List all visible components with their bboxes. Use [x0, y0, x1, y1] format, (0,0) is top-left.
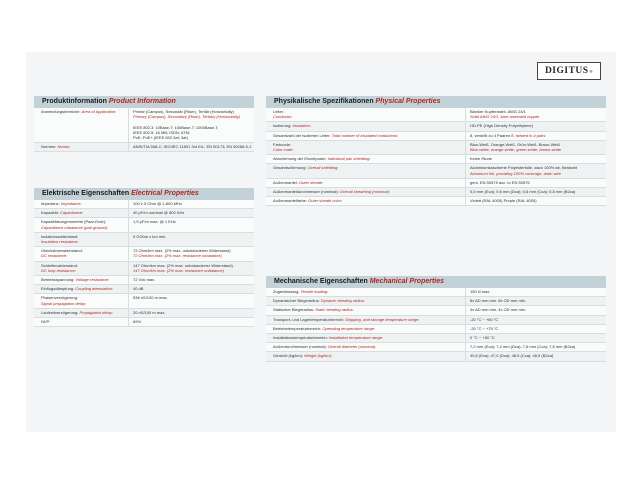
spec-value-line — [133, 295, 251, 300]
spec-value-line — [470, 307, 603, 312]
spec-value — [129, 233, 254, 246]
spec-label — [34, 309, 129, 317]
spec-label-en: Outer sheath: — [299, 179, 324, 185]
spec-label-en: Signal propagation delay: — [41, 300, 87, 306]
spec-value-text: gem. EN 50575 acc. to EN 50575 — [470, 179, 530, 185]
spec-row — [34, 233, 254, 247]
spec-label — [266, 188, 466, 196]
spec-label — [34, 108, 129, 142]
spec-value — [129, 318, 254, 326]
spec-label — [266, 343, 466, 351]
spec-row — [34, 285, 254, 294]
spec-label — [34, 233, 129, 246]
spec-value-line — [133, 144, 251, 149]
spec-value-text: 150 N max. — [470, 289, 491, 294]
spec-label-de: Außenmantelfarbe: — [273, 198, 308, 204]
spec-label — [266, 352, 466, 360]
spec-value-line — [133, 114, 251, 119]
spec-value — [466, 108, 606, 121]
spec-value-text: PoE; PoE+ (IEEE 802.3af; 3at) — [133, 135, 188, 141]
spec-value-line — [470, 156, 603, 161]
spec-value-text: 20 nS/100 m max. — [133, 309, 166, 315]
spec-row — [34, 262, 254, 276]
spec-value-text: 100 ± 5 Ohm @ 1-600 MHz — [133, 201, 182, 206]
spec-label-en: DC resistance: — [41, 253, 68, 259]
spec-value-line — [470, 335, 603, 340]
spec-value — [466, 188, 606, 196]
spec-value — [466, 179, 606, 187]
spec-value — [129, 309, 254, 317]
spec-value-line — [133, 210, 251, 215]
spec-row — [266, 325, 606, 334]
spec-value-text: Blue-white, orange-white, green-white, brown-white — [470, 146, 561, 152]
spec-label-de: Impedanz: — [41, 201, 60, 206]
spec-value-line — [470, 298, 603, 303]
spec-label-en: Total number of insulated conductors: — [331, 132, 399, 138]
spec-value-text: IEEE 802.5: 16 MB; ISDN; ATM; — [133, 129, 191, 135]
spec-value-line — [470, 123, 603, 128]
spec-label-de: Anwendungsbereiche: — [41, 109, 81, 114]
spec-label-de: Isolierung: — [273, 123, 292, 129]
electrical-properties-header: Elektrische Eigenschaften Electrical Properties — [34, 188, 254, 200]
spec-value-text: IEEE 802.3: 10Base-T; 100Base-T; 1000Base-T; — [133, 124, 219, 130]
spec-row — [34, 209, 254, 218]
spec-value-text: 7,2 mm (Eca); 7,2 mm (Dca); 7,6 mm (Cca); 7,6 mm (B2ca) — [470, 344, 576, 350]
spec-label-de: Außendurchmesser (nominal): — [273, 344, 327, 350]
spec-value — [129, 294, 254, 307]
spec-value-line — [133, 319, 251, 324]
spec-value — [466, 325, 606, 333]
spec-label-de: Phasenverzögerung: — [41, 295, 78, 301]
spec-row — [266, 334, 606, 343]
spec-value-line — [133, 219, 251, 224]
spec-value — [466, 132, 606, 140]
spec-label-de: Normen: — [41, 144, 57, 150]
spec-label-en: Color code: — [273, 146, 294, 152]
spec-value — [466, 164, 606, 177]
spec-value-line — [133, 201, 251, 206]
spec-label-en: DC loop resistance: — [41, 267, 76, 273]
spec-label-de: Schleifenwiderstand: — [41, 262, 78, 268]
spec-row — [266, 188, 606, 197]
spec-value-text: 40,6 (Eca); 47,0 (Dca); 48,5 (Cca); 48,5 (B2ca) — [470, 353, 554, 359]
spec-row — [266, 197, 606, 206]
spec-row — [266, 179, 606, 188]
spec-row — [34, 143, 254, 152]
spec-value — [466, 122, 606, 130]
spec-row — [266, 155, 606, 164]
spec-value-line — [133, 277, 251, 282]
spec-label — [266, 164, 466, 177]
spec-label-de: Betriebsspannung: — [41, 276, 75, 282]
spec-value — [129, 200, 254, 208]
spec-label-de: Außenmantel: — [273, 179, 298, 185]
spec-value — [466, 141, 606, 154]
spec-label — [34, 218, 129, 231]
spec-label — [266, 325, 466, 333]
spec-row — [34, 218, 254, 232]
spec-value-text: 72 Ohm/km max. (2% max. unbalancierter Widerstand) — [133, 248, 231, 254]
spec-value — [466, 306, 606, 314]
spec-value-text: Blanker Kupferdraht, AWG 24/1 — [470, 109, 526, 114]
spec-value-text: 0,5 mm (Eca); 0,6 mm (Dca); 0,8 mm (Cca); 0,8 mm (B2ca) — [470, 188, 576, 194]
spec-value-text: 147 Ohm/km max. (2% max. resistance unbalance) — [133, 267, 224, 273]
spec-label-de: Zugentlastung: — [273, 289, 300, 294]
digitus-logo: DIGITUS ® — [537, 62, 601, 80]
spec-value-text: Violett (RAL 4005) Purple (RAL 4005) — [470, 198, 537, 204]
spec-row — [266, 288, 606, 297]
spec-row — [266, 316, 606, 325]
spec-label-de: Gesamtzahl der isolierten Leiter: — [273, 132, 331, 138]
spec-value — [129, 262, 254, 275]
spec-row — [266, 306, 606, 315]
spec-label-de: Gesamtschirmung: — [273, 165, 307, 171]
spec-label-en: Propagation delay: — [79, 309, 113, 315]
spec-value-text: 72 Vdc max. — [133, 276, 156, 282]
spec-value — [466, 343, 606, 351]
spec-value-line — [470, 317, 603, 322]
spec-row — [266, 164, 606, 178]
spec-label-de: Transport- und Lagertemperaturbereich: — [273, 316, 344, 322]
spec-value — [466, 288, 606, 296]
spec-row — [34, 247, 254, 261]
spec-value-text: 536 nS/100 m max. — [133, 295, 168, 301]
physical-properties-header: Physikalische Spezifikationen Physical Properties — [266, 96, 606, 108]
spec-label-de: Betriebstemperaturbereich: — [273, 325, 322, 331]
spec-value-line — [470, 171, 603, 176]
spec-label-en: Weight (kg/km): — [304, 353, 333, 359]
spec-value-text: -20 °C ~ +75 °C — [470, 325, 499, 331]
spec-label — [266, 108, 466, 121]
spec-value-line — [133, 286, 251, 291]
spec-value-line — [470, 114, 603, 119]
spec-row — [34, 309, 254, 318]
spec-label-en: Individual pair shielding: — [327, 156, 371, 162]
spec-value-text: ANSI/TIA 568-C; ISO/IEC 11801 3rd Ed.; EN 50173; EN 50288-5-1 — [133, 144, 252, 150]
spec-value-line — [470, 289, 603, 294]
spec-label — [34, 143, 129, 151]
spec-value — [129, 285, 254, 293]
spec-value-text: Aluminum foil, providing 100% coverage, drain wire — [470, 170, 561, 176]
spec-label-en: Tensile loading: — [300, 289, 329, 294]
spec-value-text: Blau-Weiß, Orange-Weiß, Grün-Weiß, Braun-Weiß — [470, 141, 560, 147]
spec-label — [34, 318, 129, 326]
spec-value-text: Primary (Campus), Secondary (Riser), Tertiary (Horizontally) — [133, 114, 240, 120]
spec-value — [129, 247, 254, 260]
spec-label-de: Gleichstromwiderstand: — [41, 248, 83, 254]
spec-value-text: 4x AD mm min. 4x OD mm min. — [470, 307, 527, 313]
spec-value-text: HD-PE (High Density Polyethylene) — [470, 123, 533, 129]
spec-value — [129, 218, 254, 231]
spec-label — [34, 200, 129, 208]
spec-row — [266, 352, 606, 361]
spec-row — [266, 132, 606, 141]
spec-label-en: Overall diameter (nominal): — [327, 344, 377, 350]
product-information-header: Produktinformation Product Information — [34, 96, 254, 108]
spec-label-de: Kapazitätsungemmetrie (Paar-Erde): — [41, 219, 107, 225]
electrical-properties-panel — [34, 188, 254, 327]
spec-label — [34, 262, 129, 275]
spec-label — [266, 179, 466, 187]
spec-row — [34, 294, 254, 308]
physical-properties-panel — [266, 96, 606, 206]
spec-row — [34, 108, 254, 143]
spec-label-en: Outer sheath color: — [308, 198, 343, 204]
spec-label — [34, 276, 129, 284]
spec-value-line — [133, 268, 251, 273]
spec-value — [129, 209, 254, 217]
spec-value-line — [133, 234, 251, 239]
spec-value-suffix: 8, twisted in 4 pairs — [511, 132, 546, 138]
mechanical-properties-rows — [266, 288, 606, 362]
spec-label-de: Einflugsdämpfung: — [41, 286, 75, 292]
spec-label-en: Overall sheathing (nominal): — [339, 188, 390, 194]
spec-row — [34, 200, 254, 209]
spec-value — [129, 143, 254, 151]
spec-value-line — [470, 353, 603, 358]
spec-label-de: Gewicht (kg/km): — [273, 353, 304, 359]
spec-row — [266, 141, 606, 155]
spec-value-text: Solid AWG 24/1, bare annealed copper — [470, 114, 540, 120]
spec-label-en: Operating temperature range: — [322, 325, 376, 331]
spec-value-text: Primär (Campus), Sekundär (Riser), Tertiär (Horizontally) — [133, 109, 234, 114]
spec-value — [129, 108, 254, 142]
spec-value-line — [133, 310, 251, 315]
spec-label — [266, 122, 466, 130]
spec-value-text: 147 Ohm/km max. (2% max. unbalancierter Widerstand) — [133, 262, 233, 268]
spec-label-de: Dynamischer Biegeradius: — [273, 298, 320, 304]
spec-label — [266, 288, 466, 296]
spec-label-en: Conductor: — [273, 114, 293, 120]
spec-label-de: Installationstemperaturbereich: — [273, 334, 328, 340]
spec-label-en: Overall shielding: — [307, 165, 339, 171]
spec-label — [266, 141, 466, 154]
mechanical-properties-panel — [266, 276, 606, 362]
spec-label — [266, 306, 466, 314]
spec-label-de: Statischer Biegeradius: — [273, 307, 315, 313]
spec-value — [466, 334, 606, 342]
spec-label-en: Insulation: — [292, 123, 311, 129]
spec-label — [34, 209, 129, 217]
spec-label-en: Dynamic bending radius: — [320, 298, 365, 304]
spec-row — [266, 343, 606, 352]
physical-properties-rows — [266, 108, 606, 206]
spec-label — [266, 316, 466, 324]
spec-value-text: 69% — [133, 318, 142, 324]
spec-label — [266, 297, 466, 305]
spec-value-line — [470, 133, 603, 138]
product-information-rows — [34, 108, 254, 152]
spec-label-en: Area of Application: — [81, 109, 117, 114]
spec-value — [466, 155, 606, 163]
product-information-panel — [34, 96, 254, 152]
spec-label — [34, 294, 129, 307]
spec-label-de: Kapazität: — [41, 210, 59, 216]
spec-row — [34, 318, 254, 327]
spec-value-text: 8, verdrillt zu 4 Paaren — [470, 132, 511, 138]
spec-value-text: 40 dB — [133, 286, 144, 292]
spec-value-line — [133, 253, 251, 258]
spec-label-de: NVP: — [41, 318, 51, 324]
spec-value-line — [470, 326, 603, 331]
spec-value-text: 0 °C ~ +50 °C — [470, 334, 495, 340]
spec-value-text: 5 GOhm x km min. — [133, 233, 167, 239]
spec-label-de: Leiter: — [273, 109, 285, 114]
spec-value — [466, 316, 606, 324]
spec-label-en: Capacitance unbalance (pair-ground): — [41, 224, 109, 230]
spec-label — [266, 197, 466, 205]
spec-value-text: Aluminiumkaschierte Polyesterfolie, dazu 100% ab, Beidraht — [470, 165, 577, 171]
spec-value-line — [133, 135, 251, 140]
spec-value — [466, 297, 606, 305]
spec-value — [466, 352, 606, 360]
spec-label-en: Voltage resistance: — [75, 276, 110, 282]
spec-label-en: Capacitance: — [59, 210, 84, 216]
spec-value-text: Keine /None — [470, 156, 493, 162]
spec-value-line — [470, 180, 603, 185]
spec-row — [266, 122, 606, 131]
spec-value-line — [470, 344, 603, 349]
spec-value-text: 72 Ohm/km max. (2% max. resistance unbalance) — [133, 253, 222, 259]
spec-label-en: Norms: — [57, 144, 71, 150]
spec-label-en: Static bending radius: — [315, 307, 354, 313]
electrical-properties-rows — [34, 200, 254, 327]
spec-row — [266, 108, 606, 122]
spec-label-de: Laufzeitverzögerung: — [41, 309, 79, 315]
spec-label — [266, 132, 466, 140]
spec-value-text: 1,5 pF/m max. @ 1 KHz — [133, 219, 176, 225]
spec-label-de: Außenmanteldurchmesser (nominal): — [273, 188, 339, 194]
spec-row — [34, 276, 254, 285]
spec-label-en: Shipping- and storage temperature range: — [345, 316, 420, 322]
spec-label-en: Installation temperature range: — [328, 334, 384, 340]
spec-value — [466, 197, 606, 205]
spec-value — [129, 276, 254, 284]
spec-label — [266, 155, 466, 163]
spec-row — [266, 297, 606, 306]
spec-value-text: 8x AD mm min. 8x OD mm min. — [470, 298, 527, 304]
spec-label-de: Abschirmung der Einzelpaare: — [273, 156, 327, 162]
spec-label — [34, 285, 129, 293]
spec-label — [34, 247, 129, 260]
spec-value-line — [470, 147, 603, 152]
spec-label-en: Insulation resistance: — [41, 238, 79, 244]
spec-value-text: 40 pF/m nominal @ 800 KHz — [133, 210, 185, 216]
spec-label-de: Isolationswiderstand: — [41, 233, 79, 239]
spec-value-line — [470, 189, 603, 194]
mechanical-properties-header: Mechanische Eigenschaften Mechanical Properties — [266, 276, 606, 288]
spec-label-en: Impedance: — [60, 201, 82, 206]
spec-label — [266, 334, 466, 342]
spec-label-en: Coupling attenuation: — [75, 286, 114, 292]
spec-value-line — [470, 198, 603, 203]
spec-value-text: -20 °C ~ +60 °C — [470, 316, 499, 322]
spec-label-de: Farbcode: — [273, 141, 292, 147]
